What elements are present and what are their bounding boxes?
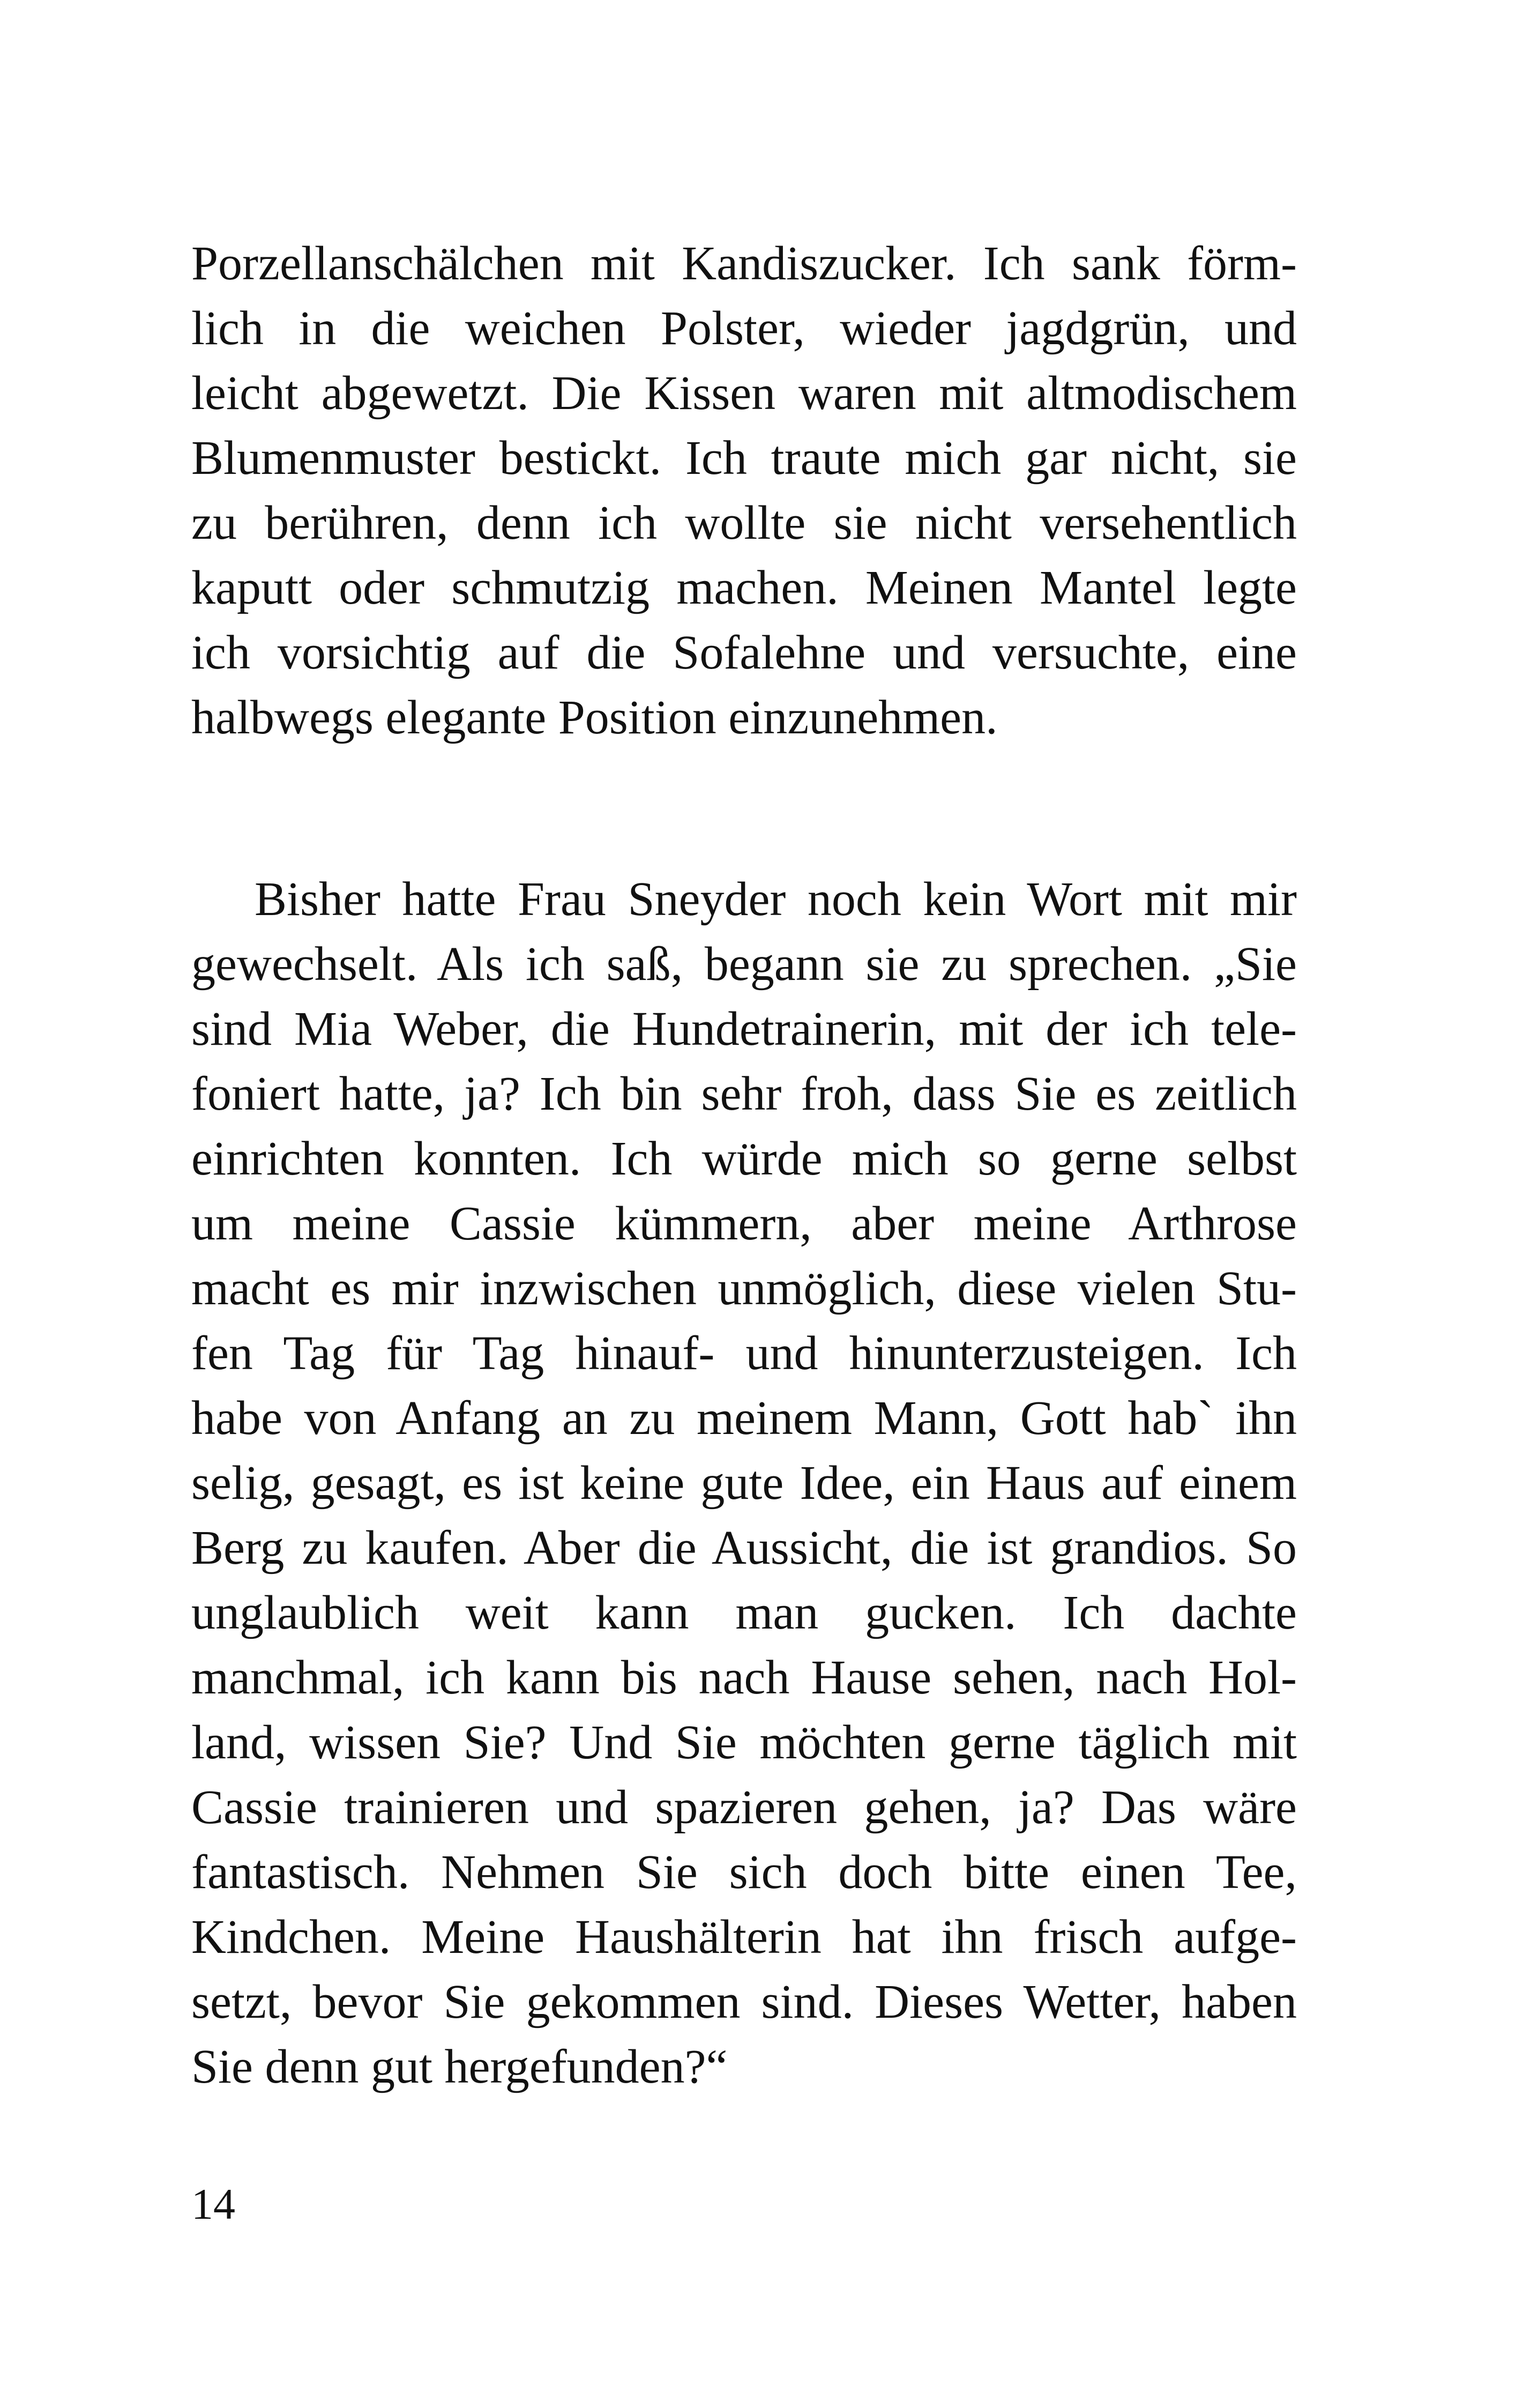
paragraph-line: habe von Anfang an zu meinem Mann, Gott hab` ihn: [191, 1392, 1297, 1445]
paragraph-line: macht es mir inzwischen unmöglich, diese vielen Stu-: [191, 1262, 1297, 1315]
page-number: 14: [191, 2180, 235, 2228]
paragraph-line: Blumenmuster bestickt. Ich traute mich gar nicht, sie: [191, 432, 1297, 485]
paragraph-line: unglaublich weit kann man gucken. Ich dachte: [191, 1586, 1297, 1639]
paragraph-line: lich in die weichen Polster, wieder jagdgrün, und: [191, 302, 1297, 355]
paragraph-line: land, wissen Sie? Und Sie möchten gerne täglich mit: [191, 1716, 1297, 1769]
paragraph-1: [191, 231, 1297, 750]
paragraph-line: foniert hatte, ja? Ich bin sehr froh, dass Sie es zeitlich: [191, 1067, 1297, 1120]
paragraph-line: fantastisch. Nehmen Sie sich doch bitte einen Tee,: [191, 1846, 1297, 1899]
paragraph-line: um meine Cassie kümmern, aber meine Arthrose: [191, 1197, 1297, 1250]
paragraph-line: kaputt oder schmutzig machen. Meinen Mantel legte: [191, 561, 1297, 614]
paragraph-line: Bisher hatte Frau Sneyder noch kein Wort mit mir: [255, 873, 1297, 926]
paragraph-line: Porzellanschälchen mit Kandiszucker. Ich sank förm-: [191, 237, 1297, 290]
paragraph-line: fen Tag für Tag hinauf- und hinunterzusteigen. Ich: [191, 1327, 1297, 1380]
paragraph-line: einrichten konnten. Ich würde mich so gerne selbst: [191, 1132, 1297, 1185]
paragraph-line: gewechselt. Als ich saß, begann sie zu sprechen. „Sie: [191, 938, 1297, 991]
paragraph-line: halbwegs elegante Position einzunehmen.: [191, 691, 998, 744]
paragraph-2: [191, 867, 1297, 2099]
paragraph-line: manchmal, ich kann bis nach Hause sehen, nach Hol-: [191, 1651, 1297, 1704]
paragraph-line: setzt, bevor Sie gekommen sind. Dieses Wetter, haben: [191, 1975, 1297, 2028]
paragraph-line: leicht abgewetzt. Die Kissen waren mit altmodischem: [191, 367, 1297, 420]
paragraph-line: zu berühren, denn ich wollte sie nicht versehentlich: [191, 496, 1297, 549]
paragraph-line: Sie denn gut hergefunden?“: [191, 2040, 728, 2093]
paragraph-line: sind Mia Weber, die Hundetrainerin, mit der ich tele-: [191, 1002, 1297, 1056]
paragraph-line: Cassie trainieren und spazieren gehen, ja? Das wäre: [191, 1781, 1297, 1834]
paragraph-line: selig, gesagt, es ist keine gute Idee, ein Haus auf einem: [191, 1456, 1297, 1510]
paragraph-line: Berg zu kaufen. Aber die Aussicht, die ist grandios. So: [191, 1521, 1297, 1574]
paragraph-line: ich vorsichtig auf die Sofalehne und versuchte, eine: [191, 626, 1297, 679]
paragraph-line: Kindchen. Meine Haushälterin hat ihn frisch aufge-: [191, 1911, 1297, 1964]
